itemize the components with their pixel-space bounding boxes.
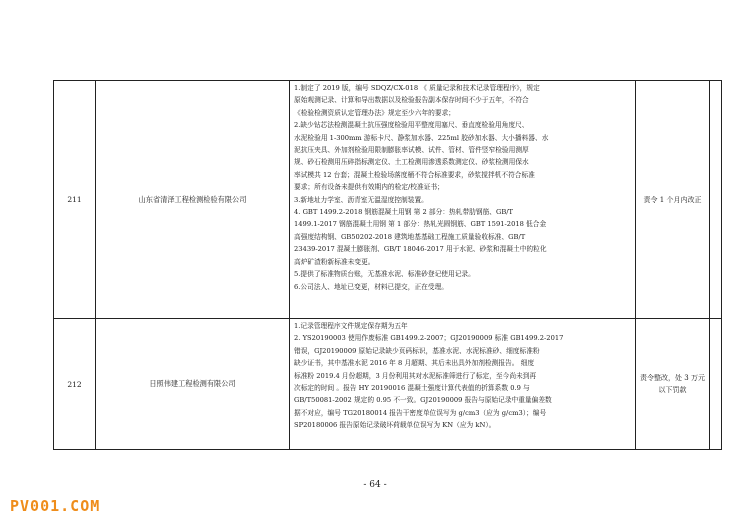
blank-cell: [710, 319, 722, 450]
issue-line: 2. YS20190003 使用作废标准 GB1499.2-2007；GJ20190009 标准 GB1499.2-2017: [294, 334, 564, 343]
issue-line: 高强度结构钢、GB50202-2018 建筑地基基础工程施工质量验收标准、GB/T: [294, 232, 526, 241]
issue-line: 高炉矿渣粉新标准未变更。: [294, 257, 375, 266]
company-name: 日照伟建工程检测有限公司: [96, 319, 290, 450]
issue-line: 《检验检测资质认定管理办法》规定至少六年的要求；: [294, 108, 455, 117]
issue-line: SP20180006 报告原始记录破坏荷载单位误写为 KN（应为 kN）。: [294, 421, 496, 430]
page-number: - 64 -: [363, 480, 387, 490]
issue-line: 次标定的时间 。报告 HY 20190016 混凝土强度计算代表值的折算系数 0.9 与: [294, 384, 530, 393]
blank-cell: [710, 81, 722, 319]
issues-cell: [290, 319, 636, 450]
issue-line: 4. GBT 1499.2-2018 钢筋混凝土用钢 第 2 部分：热轧带肋钢筋、GB/T: [294, 208, 514, 217]
issue-line: 1.制定了 2019 版，编号 SDQZ/CX-018 《 质量记录和技术记录管理程序》，规定: [294, 84, 540, 92]
table-row: [54, 319, 722, 450]
issue-line: 泥抗压夹具、外加剂检验用限制膨胀率试模、试件、管材、管件竖窄检验用测厚: [294, 146, 529, 155]
issue-line: 要求；所有设备未提供有效期内的检定/校准证书；: [294, 183, 444, 192]
issue-line: 标准粉 2019.4 月份超期，3 月份利用其对水泥标准筛进行了标定，至今尚未到再: [294, 371, 537, 380]
issue-line: 水泥检验用 1-300mm 游标卡尺、静浆加水器、225ml 胶砂加水器、大小播料器、水: [294, 133, 549, 142]
issue-line: 缺少证书，其中基准水泥 2016 年 8 月超期、其后未出具外加剂检测报告。 细度: [294, 359, 535, 368]
table-row: [54, 81, 722, 319]
issue-line: GB/T50081-2002 规定的 0.95 不一致。GJ20190009 报告与原始记录中重量偏差数: [294, 396, 552, 405]
watermark-logo: PV001.COM: [10, 497, 101, 515]
issue-line: 规、砂石检测用压碎指标测定仪、土工检测用渗透系数测定仪、砂浆检测用保水: [294, 158, 529, 167]
issue-line: 1499.1-2017 钢筋混凝土用钢 第 1 部分：热轧光圆钢筋、GBT 1591-2018 低合金: [294, 220, 547, 229]
issue-line: 据不对应，编号 TG20180014 报告干密度单位误写为 g/cm3（应为 g/cm3）；编号: [294, 408, 547, 417]
issue-line: 23439-2017 混凝土膨胀剂、GB/T 18046-2017 用于水泥、砂浆和混凝土中的粒化: [294, 245, 547, 254]
issues-cell: [290, 81, 636, 319]
company-name: 山东省清泽工程检测检验有限公司: [96, 81, 290, 319]
issue-line: 2.缺少钻芯法检测混凝土抗压强度检验用平整度用塞尺、垂直度检验用角度尺、: [294, 121, 529, 130]
issue-line: 6.公司法人、地址已变更，材料已提交，正在受理。: [294, 282, 448, 291]
penalty-action: 责令 1 个月内改正: [636, 81, 710, 319]
issue-line: 率试模共 12 台套；混凝土检验场落度桶不符合标准要求，砂浆搅拌机不符合标准: [294, 170, 535, 179]
issue-line: 5.提供了标准物质台账，无基准水泥、标准砂登记使用记录。: [294, 270, 475, 279]
issue-line: 3.新地址力学室、沥青室无温湿度控制装置。: [294, 195, 428, 204]
inspection-table: [53, 80, 722, 450]
penalty-action: 责令整改，处 3 万元以下罚款: [636, 319, 710, 450]
issue-line: 原始观测记录、计算和导出数据以及检验报告副本保存时间不少于五年，不符合: [294, 96, 529, 105]
issue-line: 错误，GJ20190009 原始记录缺少页码标识，基准水泥、水泥标准砂、细度标准粉: [294, 346, 540, 355]
row-number: 211: [54, 81, 96, 319]
row-number: 212: [54, 319, 96, 450]
issue-line: 1.记录管理程序文件规定保存期为五年: [294, 322, 408, 330]
